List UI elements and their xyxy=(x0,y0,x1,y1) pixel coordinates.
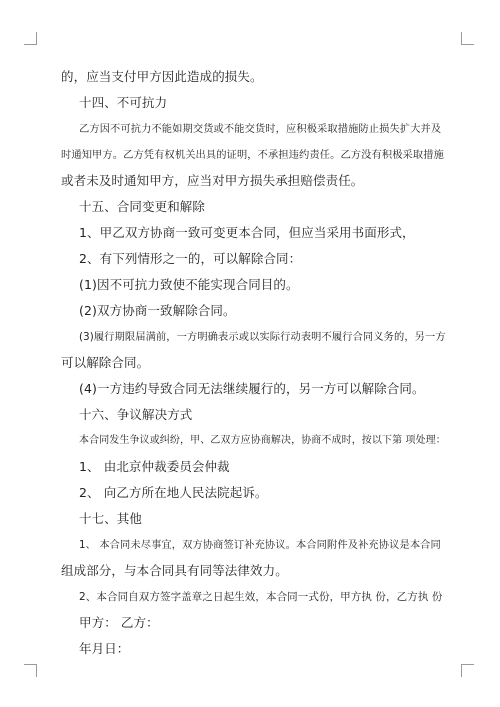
body-line: 1、甲乙双方协商一致可变更本合同，但应当采用书面形式， xyxy=(79,225,415,240)
list-item: 2、 向乙方所在地人民法院起诉。 xyxy=(79,485,268,500)
list-item: (1)因不可抗力致使不能实现合同目的。 xyxy=(79,277,299,292)
body-line: 1、 本合同未尽事宜，双方协商签订补充协议。本合同附件及补充协议是本合同 xyxy=(79,539,441,551)
body-line: 的，应当支付甲方因此造成的损失。 xyxy=(61,69,263,84)
body-line: 时通知甲方。乙方凭有权机关出具的证明，不承担违约责任。乙方没有积极采取措施 xyxy=(61,149,444,161)
section-heading-other: 十七、其他 xyxy=(79,511,143,526)
crop-mark-top-left xyxy=(24,32,37,45)
body-line: 2、有下列情形之一的，可以解除合同： xyxy=(79,251,302,266)
body-line: 乙方因不可抗力不能如期交货或不能交货时，应积极采取措施防止损失扩大并及 xyxy=(79,123,442,135)
section-heading-contract-change: 十五、合同变更和解除 xyxy=(79,199,206,214)
list-item: (4)一方违约导致合同无法继续履行的，另一方可以解除合同。 xyxy=(79,381,425,396)
crop-mark-bottom-left xyxy=(24,664,37,677)
list-item: (3)履行期限届满前，一方明确表示或以实际行动表明不履行合同义务的，另一方 xyxy=(79,331,446,343)
list-item: (2)双方协商一致解除合同。 xyxy=(79,303,236,318)
section-heading-dispute: 十六、争议解决方式 xyxy=(79,407,193,422)
list-item: 1、 由北京仲裁委员会仲裁 xyxy=(79,459,230,474)
body-line: 组成部分，与本合同具有同等法律效力。 xyxy=(61,563,288,578)
body-line: 本合同发生争议或纠纷，甲、乙双方应协商解决，协商不成时，按以下第 项处理： xyxy=(79,435,446,446)
document-body xyxy=(61,64,449,662)
signature-line: 甲方： 乙方： xyxy=(79,615,159,630)
body-line: 可以解除合同。 xyxy=(61,355,150,370)
body-line: 2、本合同自双方签字盖章之日起生效，本合同一式份，甲方执 份，乙方执 份 xyxy=(79,591,443,603)
body-line: 或者未及时通知甲方，应当对甲方损失承担赔偿责任。 xyxy=(61,173,364,188)
section-heading-force-majeure: 十四、不可抗力 xyxy=(79,95,168,110)
date-line: 年月日： xyxy=(79,641,130,656)
crop-mark-top-right xyxy=(461,32,474,45)
crop-mark-bottom-right xyxy=(461,664,474,677)
